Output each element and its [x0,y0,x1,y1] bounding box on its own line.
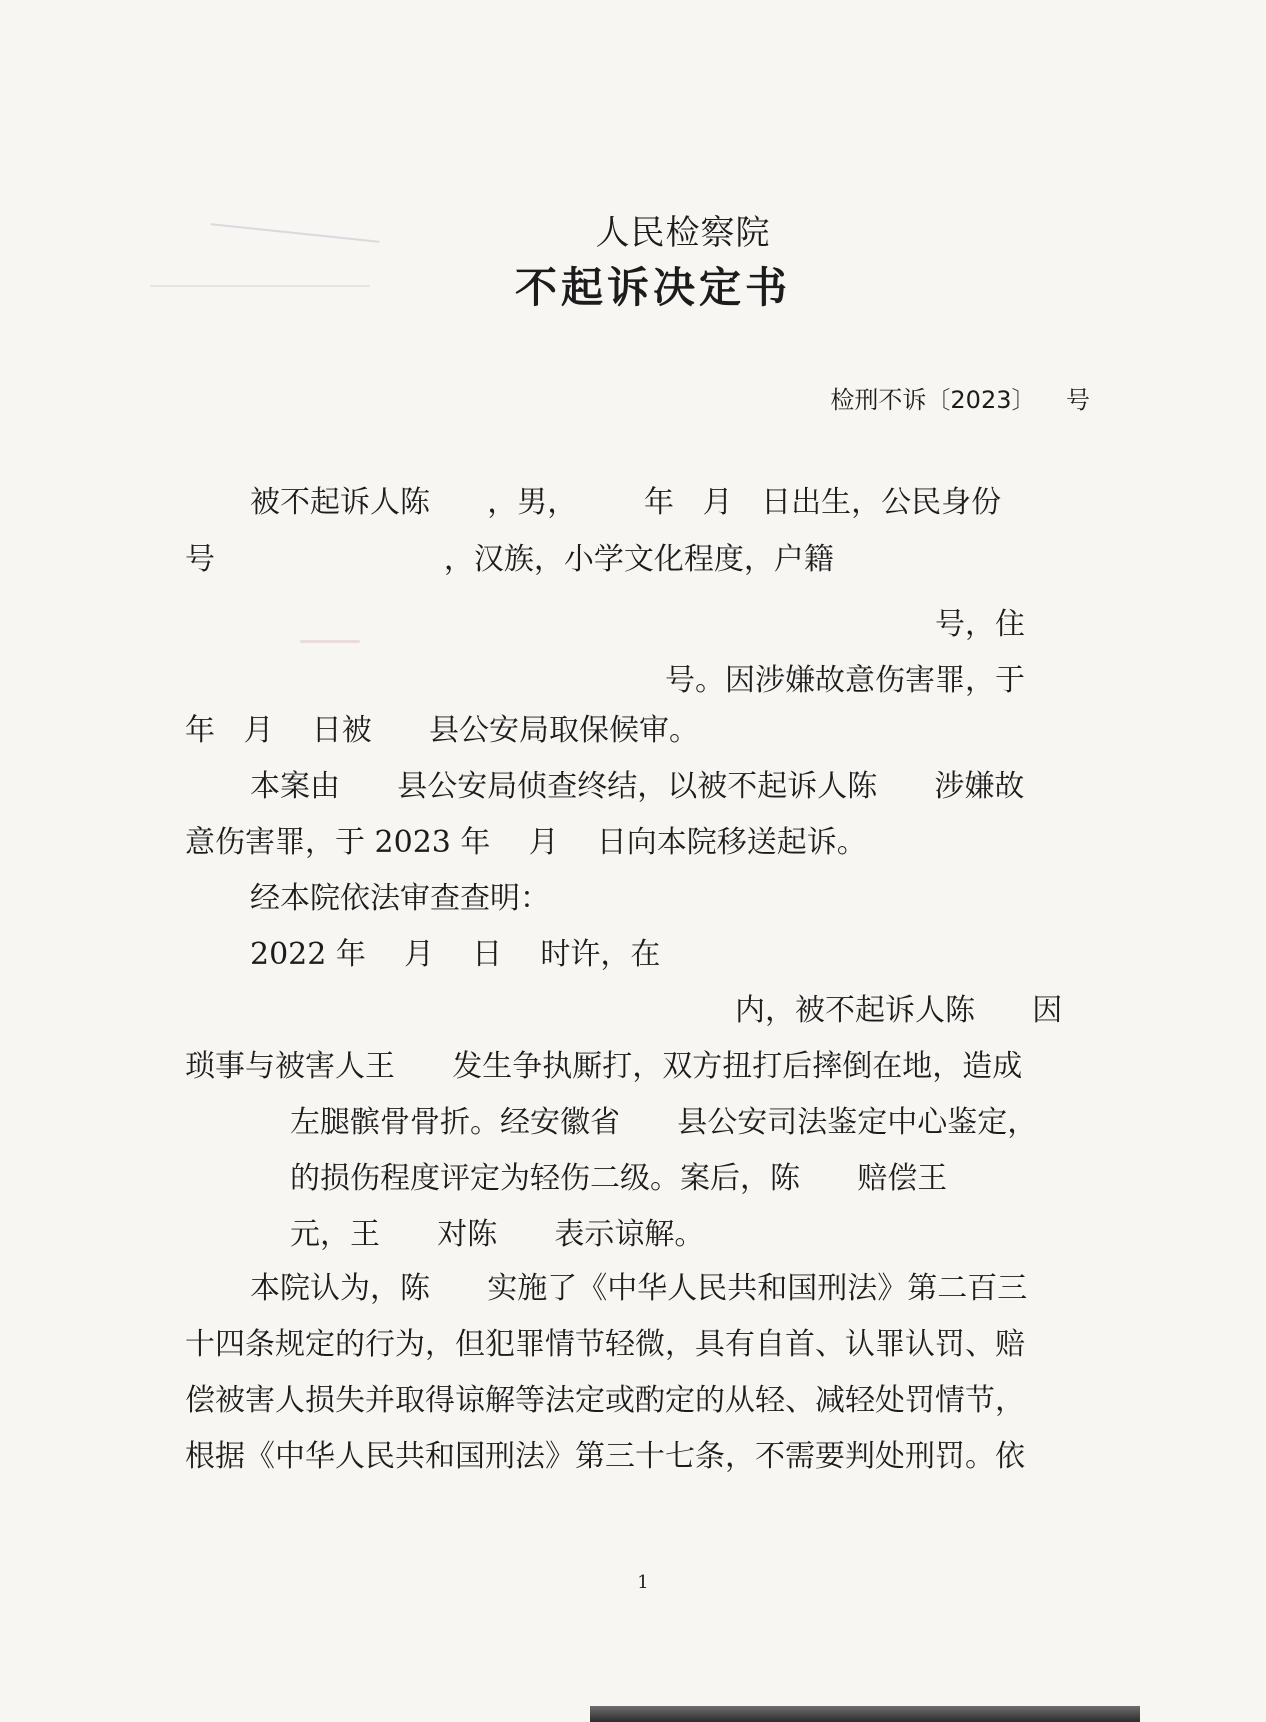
body-line: 左腿髌骨骨折。经安徽省 县公安司法鉴定中心鉴定， [290,1105,1038,1140]
document-number: 检刑不诉〔2023〕 号 [830,386,1090,414]
body-line: 意伤害罪，于 2023 年 月 日向本院移送起诉。 [185,825,867,860]
scan-edge-shadow [590,1706,1140,1722]
body-line: 号。因涉嫌故意伤害罪，于 [665,663,1025,698]
scan-smudge [300,640,360,643]
body-line: 内，被不起诉人陈 因 [735,993,1063,1028]
body-line: 的损伤程度评定为轻伤二级。案后，陈 赔偿王 [290,1161,948,1196]
body-line: 本案由 县公安局侦查终结，以被不起诉人陈 涉嫌故 [250,769,1025,804]
body-line: 号，住 [935,607,1025,642]
body-line: 十四条规定的行为，但犯罪情节轻微，具有自首、认罪认罚、赔 [185,1327,1025,1362]
document-title: 不起诉决定书 [514,263,791,312]
body-line: 本院认为，陈 实施了《中华人民共和国刑法》第二百三 [250,1271,1028,1306]
page-number: 1 [637,1572,649,1593]
body-line: 元，王 对陈 表示谅解。 [290,1217,705,1252]
body-line: 琐事与被害人王 发生争执厮打，双方扭打后摔倒在地，造成 [185,1049,1023,1084]
body-line: 被不起诉人陈 ，男， 年 月 日出生，公民身份 [250,485,1002,520]
organization-title: 人民检察院 [595,213,771,253]
body-line: 年 月 日被 县公安局取保候审。 [185,713,699,748]
body-line: 2022 年 月 日 时许，在 [250,937,661,972]
body-line: 号 ，汉族，小学文化程度，户籍 [185,542,834,577]
body-line: 经本院依法审查查明： [250,881,550,916]
body-line: 偿被害人损失并取得谅解等法定或酌定的从轻、减轻处罚情节， [185,1383,1025,1418]
body-line: 根据《中华人民共和国刑法》第三十七条，不需要判处刑罚。依 [185,1439,1025,1474]
